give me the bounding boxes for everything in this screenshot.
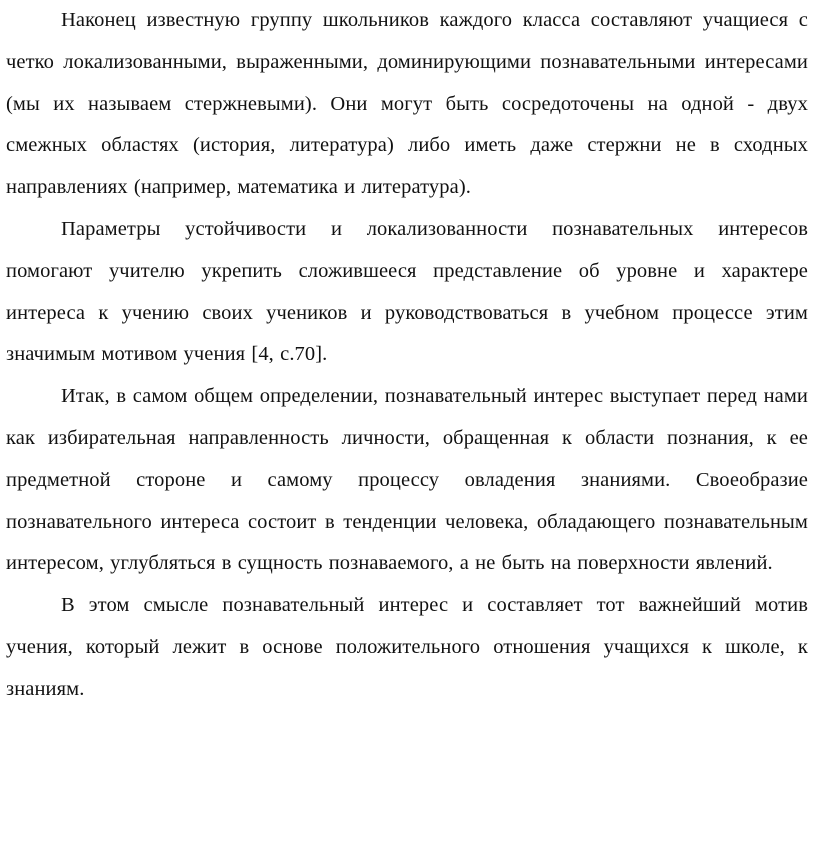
paragraph-3: Итак, в самом общем определении, познавательный интерес выступает перед нами как избирательная направленность личности, обращенная к области познания, к ее предметной стороне и самому процессу овладения знаниями. Своеобразие познавательного интереса состоит в тенденции человека, обладающего познавательным интересом, углубляться в сущность познаваемого, а не быть на поверхности явлений. bbox=[6, 385, 808, 575]
paragraph-1: Наконец известную группу школьников каждого класса составляют учащиеся с четко локализованными, выраженными, доминирующими познавательными интересами (мы их называем стержневыми). Они могут быть сосредоточены на одной - двух смежных областях (история, литература) либо иметь даже стержни не в сходных направлениях (например, математика и литература). bbox=[6, 9, 808, 199]
paragraph-2: Параметры устойчивости и локализованности познавательных интересов помогают учителю укрепить сложившееся представление об уровне и характере интереса к учению своих учеников и руководствоваться в учебном процессе этим значимым мотивом учения [4, с.70]. bbox=[6, 217, 808, 366]
document-page bbox=[6, 0, 808, 711]
paragraph-4: В этом смысле познавательный интерес и составляет тот важнейший мотив учения, который лежит в основе положительного отношения учащихся к школе, к знаниям. bbox=[6, 594, 808, 700]
